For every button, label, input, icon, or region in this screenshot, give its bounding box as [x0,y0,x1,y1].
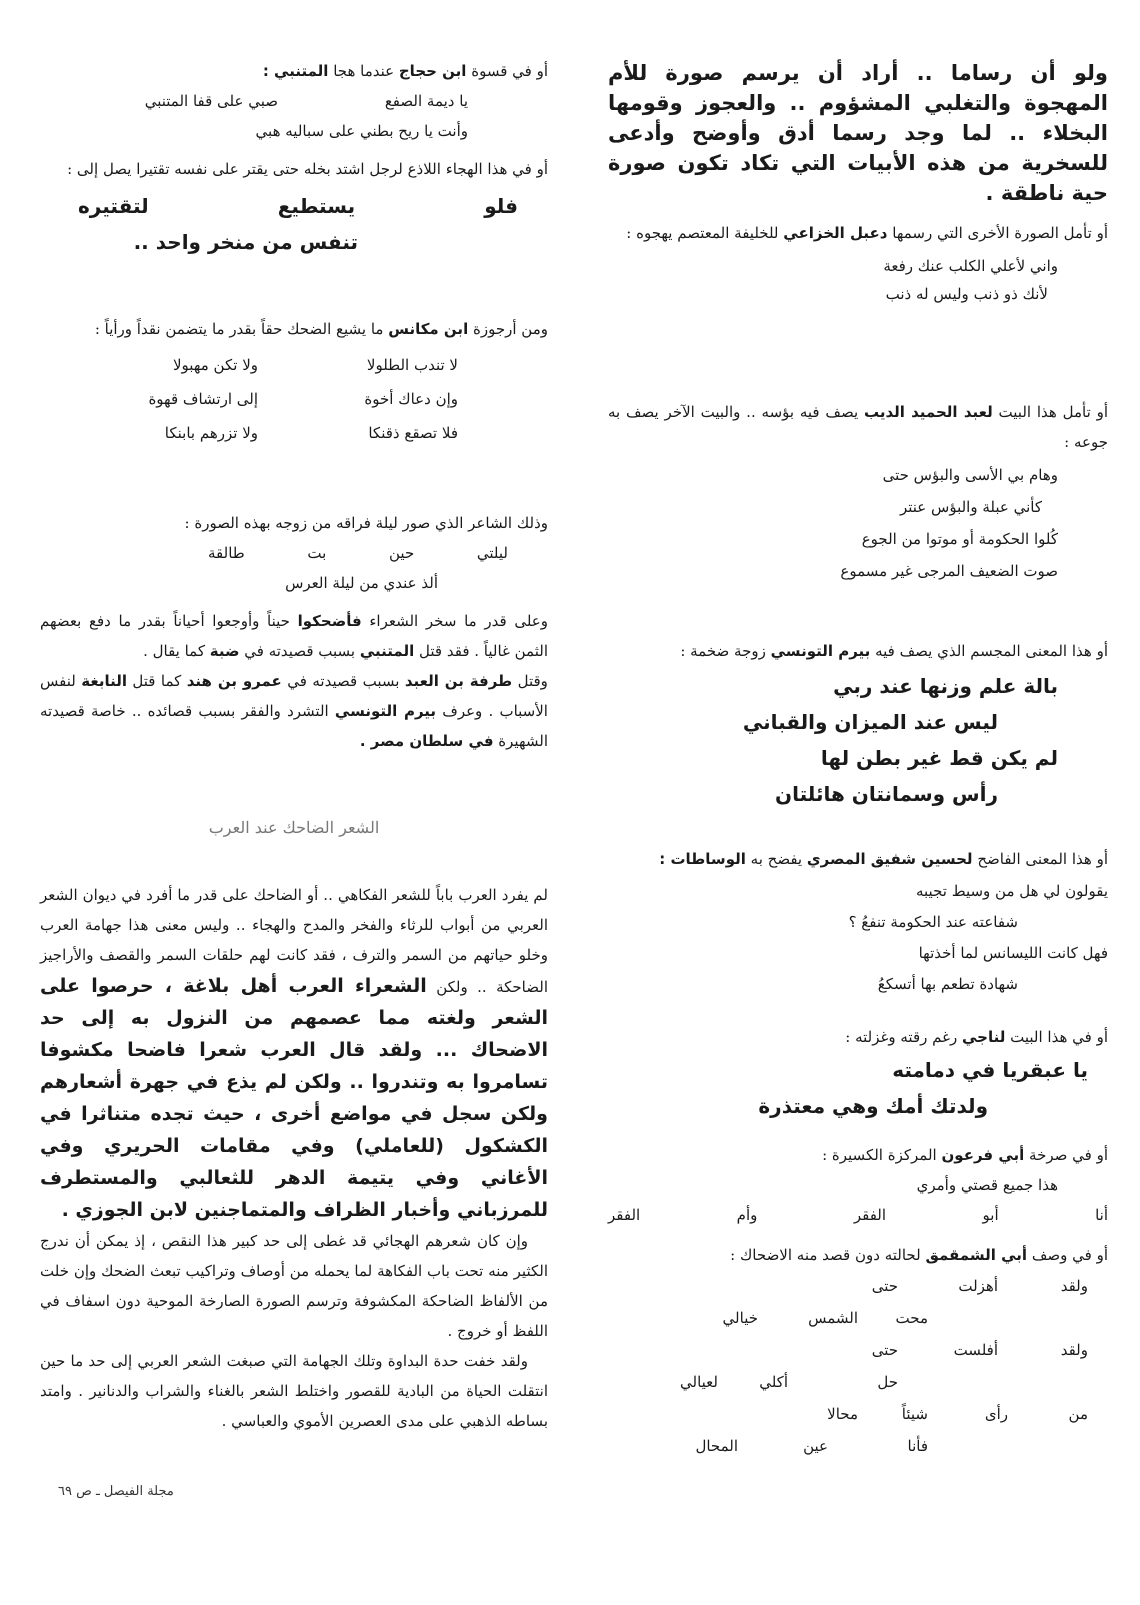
section-heading: الشعر الضاحك عند العرب [208,818,380,837]
ibn-hajjaj-verse [40,86,548,146]
verse-line: هذا جميع قصتي وأمري [916,1176,1058,1194]
verse-line: كُلوا الحكومة أو موتوا من الجوع [861,530,1058,548]
ibn-makanis-verse [40,348,548,450]
verse-line: لم يكن قط غير بطن لها [820,746,1058,770]
masri-section [608,844,1108,1000]
verse-line: ألذ عندي من ليلة العرس [285,574,438,592]
naji-intro: أو في هذا البيت لناجي رغم رقته وغزلته : [845,1028,1108,1046]
verse-line: يا عبقريا في دمامته [892,1058,1088,1082]
fate-paragraph-2: وقتل طرفة بن العبد بسبب قصيدته في عمرو بن هند كما قتل النابغة لنفس الأسباب . وعرف بيرم التونسي التشرد والفقر بسبب قصائده .. خاصة قصيدته الشهيرة في سلطان مصر . [40,672,548,750]
verse-line: ولقد أفلست حتى [871,1341,1088,1359]
verse-line: صوت الضعيف المرجى غير مسموع [840,562,1058,580]
history-paragraph-3: ولقد خفت حدة البداوة وتلك الجهامة التي صبغت الشعر العربي إلى حد ما حين انتقلت الحياة من البادية للقصور واختلط الشعر بالغناء والشراب والدنانير . وامتد بساطه الذهبي على مدى العصرين الأموي والعباسي . [40,1352,548,1430]
dibil-intro: أو تأمل الصورة الأخرى التي رسمها دعبل الخزاعي للخليفة المعتصم يهجوه : [626,224,1108,242]
verse-line: محت الشمس خيالي [722,1309,928,1327]
left-column [40,52,548,1552]
verse-line: فلو يستطيع لتقتيره [78,194,518,218]
verse-line: ليلتي حين بت طالقة [208,544,508,562]
poet-name: بيرم التونسي [770,642,871,660]
verse-line: وإن دعاك أخوة إلى ارتشاف قهوة [148,390,458,408]
right-column [608,52,1108,1552]
verse-line: يقولون لي هل من وسيط تجيبه [915,882,1108,900]
dibil-verse [608,252,1108,308]
masri-intro: أو هذا المعنى الفاضح لحسين شفيق المصري يفضح به الوساطات : [659,850,1108,868]
wedding-verse [40,538,548,598]
verse-line: فأنا عين المحال [695,1437,928,1455]
bayram-verse [608,668,1108,812]
history-section [40,880,548,1436]
shamaqmaq-section [608,1240,1108,1462]
bayram-intro: أو هذا المعنى المجسم الذي يصف فيه بيرم التونسي زوجة ضخمة : [680,642,1108,660]
dib-verse [608,459,1108,587]
miser-section [40,154,548,260]
wedding-section [40,508,548,598]
miser-verse [40,188,548,260]
dibil-section [608,218,1108,308]
history-paragraph-1: لم يفرد العرب باباً للشعر الفكاهي .. أو الضاحك على قدر ما أفرد في ديوان الشعر العربي من أبواب للرثاء والفخر والمدح والهجاء .. وليس معنى هذا جهامة العرب وخلو حياتهم من السمر والترف ، فقد كانت لهم حلقات السمر والقصف والأراجيز الضاحكة .. ولكن الشعراء العرب أهل بلاغة ، حرصوا على الشعر ولغته مما عصمهم من النزول به إلى حد الاضحاك ... ولقد قال العرب شعرا فاضحا مكشوفا تسامروا به وتندروا .. ولكن لم يذع في جهرة أشعارهم ولكن سجل في مواضع أخرى ، حيث تجده متناثرا في الكشكول (للعاملي) وفي مقامات الحريري وفي الأغاني وفي يتيمة الدهر للثعالبي والمستطرف للمرزباني وأخبار الظراف والمتماجنين لابن الجوزي . [40,886,548,1221]
verse-line: يا ديمة الصفع صبي على قفا المتنبي [144,92,468,110]
shamaqmaq-intro: أو في وصف أبي الشمقمق لحالته دون قصد منه الاضحاك : [730,1246,1108,1264]
poet-name: ابن مكانس [388,320,469,338]
dib-intro: أو تأمل هذا البيت لعبد الحميد الديب يصف فيه بؤسه .. والبيت الآخر يصف به جوعه : [608,403,1108,451]
page-footer: مجلة الفيصل ـ ص ٦٩ [58,1484,174,1499]
naji-verse [608,1052,1108,1124]
poet-name: ابن حجاج [398,62,467,80]
verse-line: ليس عند الميزان والقباني [742,710,998,734]
verse-line: شفاعته عند الحكومة تنفعُ ؟ [848,913,1018,931]
poet-name: دعبل الخزاعي [783,224,888,242]
verse-line: وأنت يا ريح بطني على سباليه هبي [255,122,468,140]
abu-firaun-intro: أو في صرخة أبي فرعون المركزة الكسيرة : [822,1146,1108,1164]
verse-line: لا تندب الطلولا ولا تكن مهبولا [173,356,458,374]
intro-paragraph: ولو أن رساما .. أراد أن يرسم صورة للأم المهجوة والتغلبي المشؤوم .. والعجوز وقومها البخلاء .. لما وجد رسما أدق وأوضح وأدعى للسخرية من هذه الأبيات التي تكاد تكون صورة حية ناطقة . [608,61,1108,205]
ibn-hajjaj-section [40,56,548,146]
verse-line: فلا تصقع ذقنكا ولا تزرهم بابنكا [164,424,458,442]
poet-name: أبي فرعون [941,1146,1025,1164]
fate-paragraph-1: وعلى قدر ما سخر الشعراء فأضحكوا حيناً وأوجعوا أحياناً بقدر ما دفع بعضهم الثمن غالياً . فقد قتل المتنبي بسبب قصيدته في ضبة كما يقال . [40,612,548,660]
dib-section [608,397,1108,587]
poet-name: لعبد الحميد الديب [863,403,993,421]
verse-line: رأس وسمانتان هائلتان [775,782,998,806]
poet-name: لحسين شفيق المصري [806,850,973,868]
history-paragraph-2: وإن كان شعرهم الهجائي قد غطى إلى حد كبير هذا النقص ، إذ يمكن أن ندرج الكثير منه تحت باب الفكاهة لما يحمله من أوصاف وتراكيب تبعث الضحك وإن خلت من الألفاظ الضاحكة المكشوفة وترسم الصورة الصارخة الموحية دون اسفاف في اللفظ أو خروج . [40,1232,548,1340]
poet-name: أبي الشمقمق [925,1246,1028,1264]
verse-line: واني لأعلي الكلب عنك رفعة [883,257,1058,275]
fate-section [40,606,548,756]
ibn-hajjaj-intro: أو في قسوة ابن حجاج عندما هجا المتنبي : [262,62,548,80]
miser-intro: أو في هذا الهجاء اللاذع لرجل اشتد بخله حتى يقتر على نفسه تقتيرا يصل إلى : [67,160,548,178]
abu-firaun-section [608,1140,1108,1230]
verse-line: شهادة تطعم بها أتسكعُ [877,975,1018,993]
ibn-makanis-section [40,314,548,450]
verse-line: كأني عبلة والبؤس عنتر [899,498,1042,516]
abu-firaun-verse [608,1170,1108,1230]
verse-line: ولدتك أمك وهي معتذرة [758,1094,988,1118]
ibn-makanis-intro: ومن أرجوزة ابن مكانس ما يشيع الضحك حقاً بقدر ما يتضمن نقداً ورأياً : [94,320,548,338]
verse-line: أنا أبو الفقر وأم الفقر [608,1206,1108,1224]
verse-line: تنفس من منخر واحد .. [133,230,358,254]
bayram-section [608,636,1108,812]
verse-line: حل أكلي لعيالي [680,1373,898,1391]
verse-line: بالة علم وزنها عند ربي [833,674,1058,698]
masri-verse [608,876,1108,1000]
verse-line: فهل كانت الليسانس لما أخذتها [918,944,1108,962]
naji-section [608,1022,1108,1124]
shamaqmaq-verse [608,1270,1108,1462]
verse-line: ولقد أهزلت حتى [871,1277,1088,1295]
wedding-intro: وذلك الشاعر الذي صور ليلة فراقه من زوجه بهذه الصورة : [184,514,548,532]
poet-name: لناجي [961,1028,1006,1046]
verse-line: لأنك ذو ذنب وليس له ذنب [885,285,1048,303]
verse-line: من رأى شيئاً محالا [827,1405,1088,1423]
verse-line: وهام بي الأسى والبؤس حتى [882,466,1058,484]
